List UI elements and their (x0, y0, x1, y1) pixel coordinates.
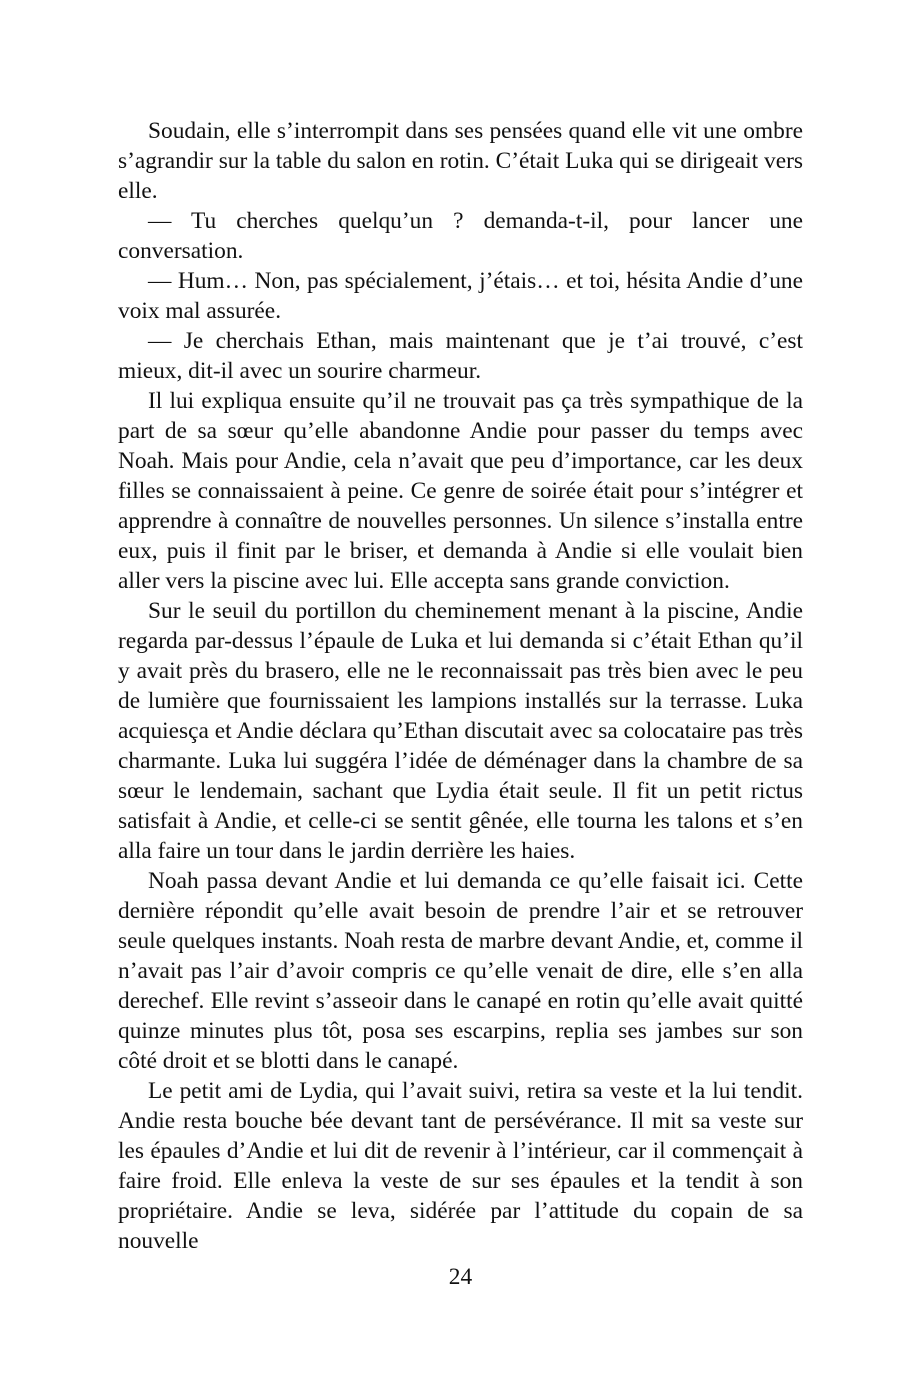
paragraph: Noah passa devant Andie et lui demanda ce qu’elle faisait ici. Cette dernière répondit qu’elle avait besoin de prendre l’air et se retrouver seule quelques instants. Noah resta de marbre devant Andie, et, comme il n’avait pas l’air d’avoir compris ce qu’elle venait de dire, elle s’en alla derechef. Elle revint s’asseoir dans le canapé en rotin qu’elle avait quitté quinze minutes plus tôt, posa ses escarpins, replia ses jambes sur son côté droit et se blotti dans le canapé. (118, 868, 803, 1074)
paragraph: Sur le seuil du portillon du cheminement menant à la piscine, Andie regarda par-dessus l’épaule de Luka et lui demanda si c’était Ethan qu’il y avait près du brasero, elle ne le reconnaissait pas très bien avec le peu de lumière que fournissaient les lampions installés sur la terrasse. Luka acquiesça et Andie déclara qu’Ethan discutait avec sa colocataire pas très charmante. Luka lui suggéra l’idée de déménager dans la chambre de sa sœur le lendemain, sachant que Lydia était seule. Il fit un petit rictus satisfait à Andie, et celle-ci se sentit gênée, elle tourna les talons et s’en alla faire un tour dans le jardin derrière les haies. (118, 598, 803, 864)
paragraph: Soudain, elle s’interrompit dans ses pensées quand elle vit une ombre s’agrandir sur la table du salon en rotin. C’était Luka qui se dirigeait vers elle. (118, 118, 803, 204)
page-number: 24 (448, 1264, 473, 1290)
paragraph: — Tu cherches quelqu’un ? demanda-t-il, pour lancer une conversation. (118, 208, 803, 264)
paragraph: — Je cherchais Ethan, mais maintenant que je t’ai trouvé, c’est mieux, dit-il avec un sourire charmeur. (118, 328, 803, 384)
paragraph: Il lui expliqua ensuite qu’il ne trouvait pas ça très sympathique de la part de sa sœur qu’elle abandonne Andie pour passer du temps avec Noah. Mais pour Andie, cela n’avait que peu d’importance, car les deux filles se connaissaient à peine. Ce genre de soirée était pour s’intégrer et apprendre à connaître de nouvelles personnes. Un silence s’installa entre eux, puis il finit par le briser, et demanda à Andie si elle voulait bien aller vers la piscine avec lui. Elle accepta sans grande conviction. (118, 388, 803, 594)
paragraph: Le petit ami de Lydia, qui l’avait suivi, retira sa veste et la lui tendit. Andie resta bouche bée devant tant de persévérance. Il mit sa veste sur les épaules d’Andie et lui dit de revenir à l’intérieur, car il commençait à faire froid. Elle enleva la veste de sur ses épaules et la tendit à son propriétaire. Andie se leva, sidérée par l’attitude du copain de sa nouvelle (118, 1078, 803, 1254)
page-body (118, 116, 803, 1256)
paragraph: — Hum… Non, pas spécialement, j’étais… et toi, hésita Andie d’une voix mal assurée. (118, 268, 803, 324)
